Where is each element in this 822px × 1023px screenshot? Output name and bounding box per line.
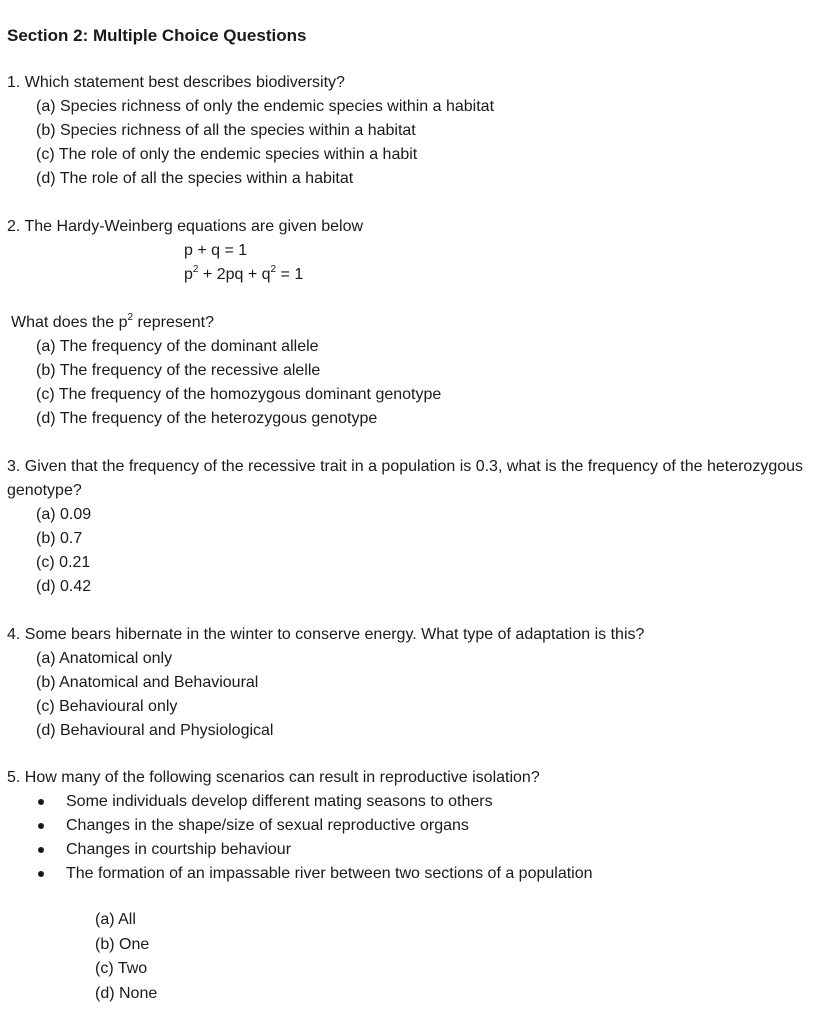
question-2-option-d: (d) The frequency of the heterozygous genotype <box>36 410 378 427</box>
question-4-option-d: (d) Behavioural and Physiological <box>36 722 274 739</box>
question-2-option-c: (c) The frequency of the homozygous dominant genotype <box>36 386 442 403</box>
question-1-option-c: (c) The role of only the endemic species within a habit <box>36 146 418 163</box>
question-1-option-b: (b) Species richness of all the species within a habitat <box>36 122 416 139</box>
scenario-item-2: Changes in the shape/size of sexual reproductive organs <box>66 817 469 834</box>
question-5-option-a: (a) All <box>95 911 136 928</box>
scenario-item-3: Changes in courtship behaviour <box>66 841 292 858</box>
question-3-option-a: (a) 0.09 <box>36 506 92 523</box>
question-5-option-c: (c) Two <box>95 960 148 977</box>
question-4-option-b: (b) Anatomical and Behavioural <box>36 674 259 691</box>
question-1-stem: 1. Which statement best describes biodiversity? <box>7 74 345 91</box>
question-2-option-b: (b) The frequency of the recessive alelle <box>36 362 321 379</box>
section-title: Section 2: Multiple Choice Questions <box>7 26 307 45</box>
question-4-option-c: (c) Behavioural only <box>36 698 178 715</box>
question-3-option-d: (d) 0.42 <box>36 578 92 595</box>
scenario-item-4: The formation of an impassable river between two sections of a population <box>66 865 593 882</box>
question-3-option-c: (c) 0.21 <box>36 554 91 571</box>
bullet-point <box>38 799 44 805</box>
bullet-point <box>38 847 44 853</box>
question-4-stem: 4. Some bears hibernate in the winter to conserve energy. What type of adaptation is this? <box>7 626 645 643</box>
question-2-option-a: (a) The frequency of the dominant allele <box>36 338 319 355</box>
question-3-option-b: (b) 0.7 <box>36 530 83 547</box>
equation-1: p + q = 1 <box>184 242 248 259</box>
question-4-option-a: (a) Anatomical only <box>36 650 173 667</box>
question-2-prompt: What does the $p^2$ represent? <box>11 312 215 331</box>
question-5-option-d: (d) None <box>95 985 158 1002</box>
question-1-option-a: (a) Species richness of only the endemic species within a habitat <box>36 98 495 115</box>
question-2-stem: 2. The Hardy-Weinberg equations are given below <box>7 218 364 235</box>
bullet-point <box>38 823 44 829</box>
equation-2: $p^2 + 2pq + q^2 = 1$ <box>184 264 304 283</box>
question-5-option-b: (b) One <box>95 936 150 953</box>
bullet-point <box>38 871 44 877</box>
question-3-stem: 3. Given that the frequency of the recessive trait in a population is 0.3, what is the frequency of the heterozygous genotype? <box>7 458 804 499</box>
scenario-item-1: Some individuals develop different mating seasons to others <box>66 793 493 810</box>
question-1-option-d: (d) The role of all the species within a habitat <box>36 170 354 187</box>
question-5-stem: 5. How many of the following scenarios can result in reproductive isolation? <box>7 769 540 786</box>
